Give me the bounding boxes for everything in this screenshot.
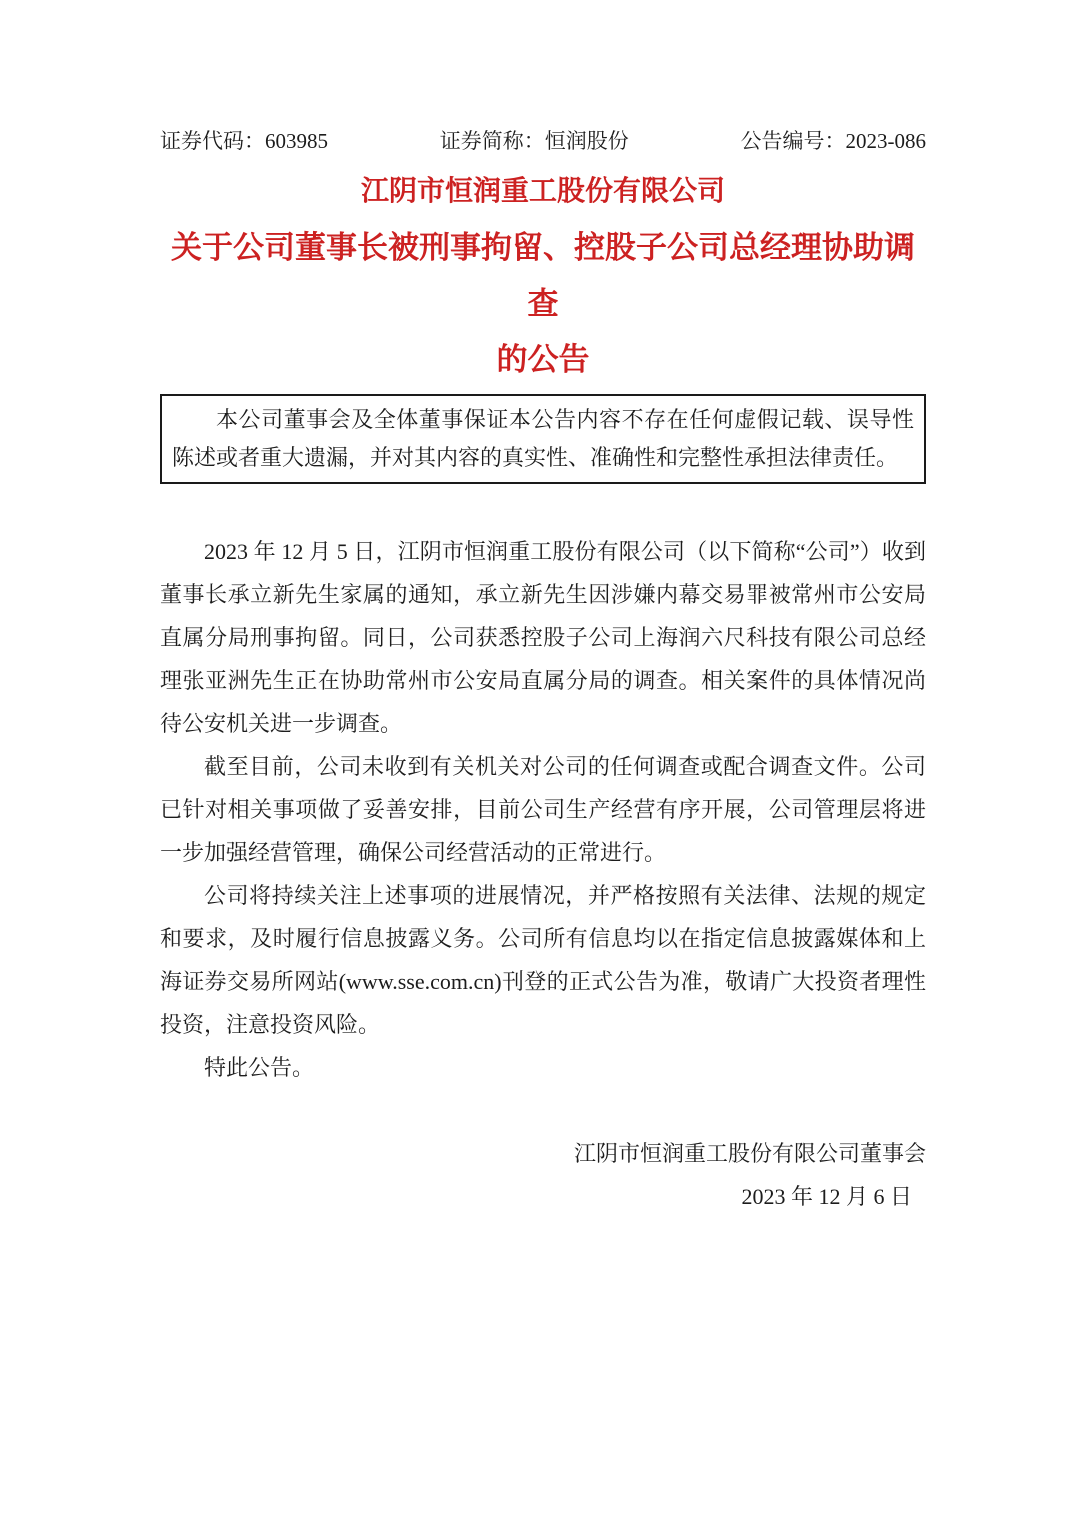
stock-code: 证券代码：603985 [160,129,328,153]
signature-block [160,1132,926,1218]
signature-date: 2023 年 12 月 6 日 [741,1184,912,1209]
securities-header-row [160,126,926,156]
announcement-body [160,530,926,1089]
document-content [160,126,926,1218]
disclaimer-text: 本公司董事会及全体董事保证本公告内容不存在任何虚假记载、误导性陈述或者重大遗漏，并对其内容的真实性、准确性和完整性承担法律责任。 [172,407,914,470]
signature-company: 江阴市恒润重工股份有限公司董事会 [573,1141,926,1166]
body-paragraph: 截至目前，公司未收到有关机关对公司的任何调查或配合调查文件。公司已针对相关事项做了妥善安排，目前公司生产经营有序开展，公司管理层将进一步加强经营管理，确保公司经营活动的正常进行。 [160,754,926,865]
body-paragraph: 2023 年 12 月 5 日，江阴市恒润重工股份有限公司（以下简称“公司”）收到董事长承立新先生家属的通知，承立新先生因涉嫌内幕交易罪被常州市公安局直属分局刑事拘留。同日，公司获悉控股子公司上海润六尺科技有限公司总经理张亚洲先生正在协助常州市公安局直属分局的调查。相关案件的具体情况尚待公安机关进一步调查。 [160,539,926,736]
announcement-number: 公告编号：2023-086 [740,129,926,153]
announcement-title-line1: 关于公司董事长被刑事拘留、控股子公司总经理协助调查 [171,230,915,321]
announcement-title-line2: 的公告 [496,342,590,377]
title-block [160,164,926,388]
body-paragraph: 公司将持续关注上述事项的进展情况，并严格按照有关法律、法规的规定和要求，及时履行信息披露义务。公司所有信息均以在指定信息披露媒体和上海证券交易所网站(www.sse.com.cn)刊登的正式公告为准，敬请广大投资者理性投资，注意投资风险。 [160,883,926,1037]
stock-short-name: 证券简称：恒润股份 [439,129,629,153]
company-name-title: 江阴市恒润重工股份有限公司 [360,176,725,207]
disclaimer-box [160,394,926,484]
body-paragraph: 特此公告。 [204,1055,315,1080]
